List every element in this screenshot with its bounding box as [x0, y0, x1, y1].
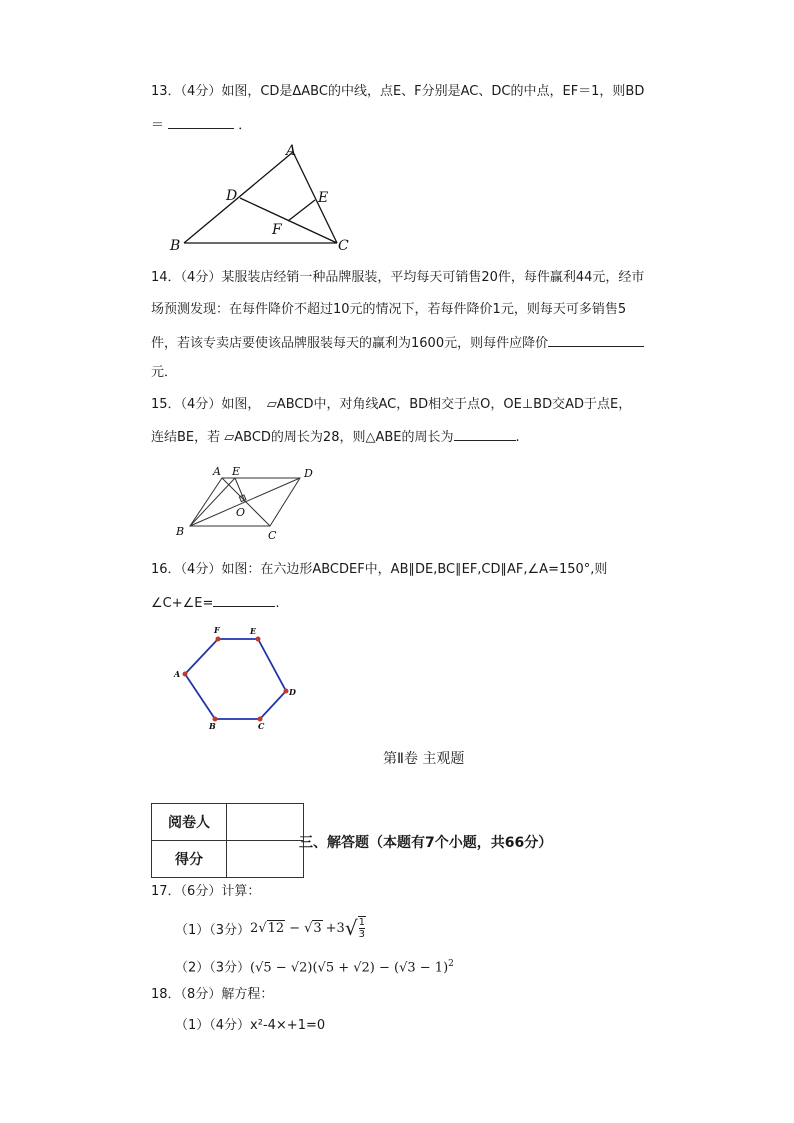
grading-table — [151, 803, 304, 878]
q17-p2-exponent: 2 — [448, 959, 454, 969]
grader-label: 阅卷人 — [152, 804, 227, 841]
q13-side-ac — [293, 152, 337, 243]
q16-label-b: B — [209, 721, 216, 731]
q16-period: . — [275, 596, 280, 611]
q16-vertex-e — [256, 637, 261, 642]
q17-p1-plus3: +3 — [325, 920, 345, 936]
q17-p1-frac-den: 3 — [358, 929, 365, 940]
q14-text-line3 — [151, 332, 644, 354]
q15-label-o: O — [236, 506, 246, 519]
q15-label-c: C — [268, 529, 277, 542]
q13-answer-blank[interactable] — [168, 114, 234, 129]
score-label: 得分 — [152, 841, 227, 878]
q13-equals: ＝ — [151, 118, 165, 133]
q13-text-line2 — [151, 114, 251, 136]
q17-p1-coef: 2 — [250, 920, 259, 936]
q15-line2-text: 连结BE，若 ▱ABCD的周长为28，则△ABE的周长为 — [151, 430, 454, 445]
q15-parallelogram-figure — [170, 460, 330, 542]
q13-label-a: A — [286, 143, 297, 159]
q17-p1-radicand-3: 3 — [313, 921, 322, 936]
q17-title: 17．（6分）计算： — [151, 884, 261, 899]
q16-text-line2 — [151, 592, 280, 614]
q17-p1-prefix: （1）（3分） — [175, 922, 251, 938]
q17-p1-radicand-12: 12 — [267, 921, 285, 936]
q14-answer-blank[interactable] — [548, 332, 644, 347]
q17-p1-frac-num: 1 — [358, 917, 365, 928]
q13-label-f: F — [272, 222, 282, 238]
q16-vertex-a — [183, 672, 188, 677]
q18-title: 18．（8分）解方程： — [151, 987, 274, 1002]
q13-label-d: D — [226, 188, 238, 204]
q16-line2-text: ∠C+∠E= — [151, 596, 214, 611]
q17-part1: （1）（3分） 2 √ 12 − √ 3 +3 √ $\frac{1}{3}$ — [175, 916, 365, 940]
q16-text-line1: 16．（4分）如图：在六边形ABCDEF中，AB∥DE,BC∥EF,CD∥AF,∠A=150°,则 — [151, 562, 608, 577]
q16-label-e: E — [250, 626, 257, 636]
q17-p1-fraction — [358, 916, 366, 940]
q13-period: ． — [238, 118, 252, 133]
q13-label-b: B — [170, 238, 181, 254]
q15-answer-blank[interactable] — [454, 426, 516, 441]
q14-text-line1: 14．（4分）某服装店经销一种品牌服装，平均每天可销售20件，每件赢利44元，经市 — [151, 270, 645, 285]
q16-label-c: C — [258, 721, 265, 731]
grader-cell[interactable] — [227, 804, 304, 841]
q14-text-line2: 场预测发现：在每件降价不超过10元的情况下，若每件降价1元，则每天可多销售5 — [151, 302, 627, 317]
q14-line3-text: 件，若该专卖店要使该品牌服装每天的赢利为1600元，则每件应降价 — [151, 336, 549, 351]
q15-text-line2 — [151, 426, 520, 448]
q17-p1-minus: − — [289, 920, 301, 936]
q13-segment-ef — [288, 200, 315, 221]
q13-text-line1: 13．（4分）如图，CD是ΔABC的中线，点E、F分别是AC、DC的中点，EF＝1，则BD — [151, 84, 645, 99]
q16-vertex-f — [216, 637, 221, 642]
q16-label-f: F — [214, 625, 220, 635]
q15-text-line1: 15．（4分）如图， ▱ABCD中，对角线AC，BD相交于点O，OE⊥BD交AD于点E， — [151, 397, 632, 412]
q13-triangle-figure — [160, 140, 360, 258]
q16-label-a: A — [174, 669, 181, 679]
q16-hexagon — [185, 639, 286, 719]
q14-text-line4: 元． — [151, 365, 178, 380]
q17-p2-expression: (√5 − √2)(√5 + √2) − (√3 − 1) — [250, 960, 449, 976]
q15-label-b: B — [176, 525, 185, 538]
q13-label-c: C — [338, 238, 349, 254]
q15-segment-be — [190, 478, 235, 526]
q17-part2 — [175, 954, 454, 978]
q16-vertex-d — [284, 689, 289, 694]
q16-label-d: D — [289, 687, 296, 697]
section-title: 第Ⅱ卷 主观题 — [383, 751, 465, 767]
q15-label-e: E — [232, 465, 241, 478]
q16-answer-blank[interactable] — [213, 592, 275, 607]
q17-p2-prefix: （2）（3分） — [175, 960, 251, 976]
q18-part1: （1）（4分）x²-4×+1=0 — [175, 1018, 326, 1033]
q15-label-a: A — [213, 465, 221, 478]
q15-period: . — [515, 430, 520, 445]
q15-label-d: D — [304, 467, 313, 480]
score-cell[interactable] — [227, 841, 304, 878]
q13-label-e: E — [318, 190, 329, 206]
part3-heading: 三、解答题（本题有7个小题，共66分） — [299, 835, 553, 851]
q16-hexagon-figure — [168, 622, 308, 734]
